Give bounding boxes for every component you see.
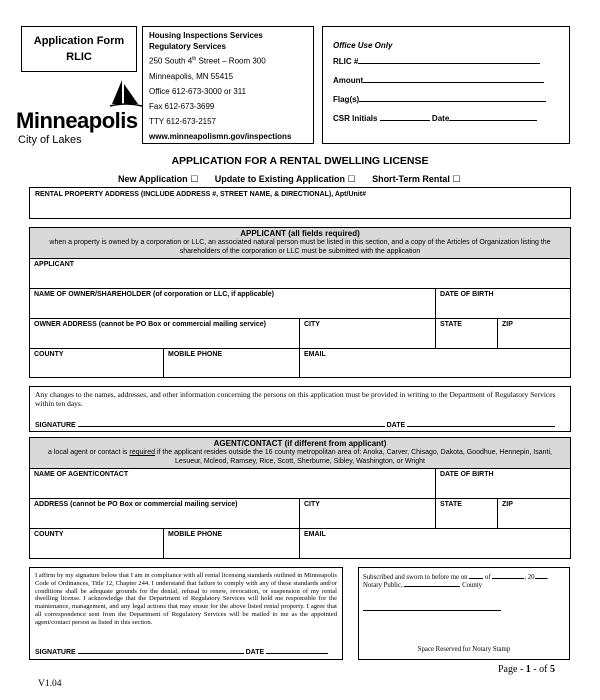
owner-address-label: OWNER ADDRESS (cannot be PO Box or commercial mailing service) (34, 321, 266, 328)
office-amount-label: Amount (333, 76, 364, 85)
owner-email-field[interactable] (300, 349, 570, 377)
agent-city-label: CITY (304, 501, 320, 508)
agent-zip-field[interactable] (498, 499, 570, 529)
office-amount-field[interactable] (363, 75, 544, 83)
owner-dob-label: DATE OF BIRTH (440, 291, 494, 298)
owner-zip-label: ZIP (502, 321, 513, 328)
agent-county-label: COUNTY (34, 531, 64, 538)
owner-email-label: EMAIL (304, 351, 326, 358)
owner-zip-field[interactable] (498, 319, 570, 349)
agent-address-field[interactable] (30, 499, 300, 529)
agent-county-field[interactable] (30, 529, 164, 558)
office-use-box (322, 26, 570, 144)
notary-month-field[interactable] (492, 573, 524, 579)
form-title: Application Form (33, 35, 125, 47)
agency-line2: Regulatory Services (149, 42, 226, 51)
affirm-date-label: DATE (245, 649, 265, 656)
agent-address-label: ADDRESS (cannot be PO Box or commercial mailing service) (34, 501, 238, 508)
notary-stamp-space-label: Space Reserved for Notary Stamp (417, 646, 511, 653)
affirm-signature-label: SIGNATURE (35, 649, 76, 656)
notary-county-field[interactable] (404, 581, 460, 587)
changes-signature-field[interactable] (78, 420, 385, 427)
checkbox-icon[interactable]: ☐ (190, 174, 199, 184)
applicant-note: when a property is owned by a corporation or LLC, an associated natural person must be listed in this section, and a copy of the Articles of Organization listing the shareholders of the corporation or LLC must be submitted with the application (49, 239, 551, 255)
notary-county-label: County (462, 582, 483, 589)
agency-fax: Fax 612-673-3699 (149, 101, 215, 111)
agent-state-field[interactable] (436, 499, 498, 529)
owner-city-field[interactable] (300, 319, 436, 349)
city-logo (16, 78, 140, 148)
owner-address-field[interactable] (30, 319, 300, 349)
agent-section (29, 437, 571, 559)
owner-name-label: NAME OF OWNER/SHAREHOLDER (of corporation or LLC, if applicable) (34, 291, 274, 298)
changes-notice-text: Any changes to the names, addresses, and other information concerning the persons on this application must be provided in writing to the Department of Regulatory Services within ten days. (35, 390, 556, 408)
application-type-options (118, 174, 461, 185)
agent-city-field[interactable] (300, 499, 436, 529)
changes-signature-label: SIGNATURE (35, 422, 76, 429)
notary-year-label: , 20 (524, 574, 535, 581)
office-date-field[interactable] (449, 113, 537, 121)
agency-address: 250 South 4th Street – Room 300 (149, 56, 266, 66)
short-term-rental-option[interactable]: Short-Term Rental ☐ (372, 174, 461, 184)
affirmation-text: I affirm by my signature below that I am in compliance with all rental licensing standards outlined in Minneapolis Code of Ordinances, Title 12, Chapter 244. I understand that failure to comply with any of these standards and/or conditions shall be adequate grounds for the denial, refusal to renew, revocation, or suspension of my rental dwelling license. I acknowledge that the Department of Regulatory Services will hold me responsible for the maintenance, management, and any legal actions that may ensue for the above listed rental property. I agree that all correspondence sent from the Department of Regulatory Services will be mailed to me as the appointed agent/contact person as listed in this section. (35, 572, 337, 626)
checkbox-icon[interactable]: ☐ (452, 174, 461, 184)
affirm-signature-field[interactable] (78, 647, 244, 654)
notary-signature-line[interactable] (363, 610, 501, 611)
office-csr-label: CSR Initials (333, 114, 378, 123)
office-flags-label: Flag(s) (333, 95, 360, 104)
applicant-title: APPLICANT (all fields required) (240, 229, 360, 238)
agent-dob-label: DATE OF BIRTH (440, 471, 494, 478)
form-version: V1.04 (38, 679, 62, 689)
office-rlic-label: RLIC # (333, 57, 359, 66)
affirmation-box (29, 567, 343, 660)
office-date-label: Date (431, 114, 450, 123)
rental-address-label: RENTAL PROPERTY ADDRESS (INCLUDE ADDRESS #, STREET NAME, & DIRECTIONAL), Apt/Unit# (35, 191, 366, 198)
agent-mobile-field[interactable] (164, 529, 300, 558)
agent-header (30, 438, 570, 469)
agency-city: Minneapolis, MN 55415 (149, 71, 234, 81)
applicant-field[interactable] (30, 259, 570, 289)
agent-zip-label: ZIP (502, 501, 513, 508)
office-flags-field[interactable] (359, 94, 546, 102)
new-application-option[interactable]: New Application ☐ (118, 174, 199, 184)
owner-mobile-field[interactable] (164, 349, 300, 377)
checkbox-icon[interactable]: ☐ (347, 174, 356, 184)
office-csr-field[interactable] (380, 113, 430, 121)
agent-email-field[interactable] (300, 529, 570, 558)
notary-day-field[interactable] (469, 573, 483, 579)
agent-name-label: NAME OF AGENT/CONTACT (34, 471, 129, 478)
logo-tagline: City of Lakes (18, 134, 82, 146)
applicant-label: APPLICANT (34, 261, 75, 268)
notary-box: Subscribed and sworn to before me on of , 20 . Notary Public, County Space Reserved for Notary Stamp (358, 567, 570, 660)
notary-of-label: of (484, 574, 491, 581)
rental-address-field[interactable] (29, 187, 571, 219)
agent-mobile-label: MOBILE PHONE (168, 531, 223, 538)
applicant-header (30, 228, 570, 259)
applicant-section (29, 227, 571, 378)
agency-tty: TTY 612-673-2157 (149, 116, 217, 126)
agency-box (142, 26, 314, 144)
owner-state-field[interactable] (436, 319, 498, 349)
main-title: APPLICATION FOR A RENTAL DWELLING LICENSE (171, 155, 429, 167)
agent-email-label: EMAIL (304, 531, 326, 538)
form-code: RLIC (66, 51, 92, 63)
notary-year-field[interactable] (535, 573, 547, 579)
notary-subscribed-label: Subscribed and sworn to before me on (363, 574, 468, 581)
update-application-option[interactable]: Update to Existing Application ☐ (214, 174, 356, 184)
owner-county-label: COUNTY (34, 351, 64, 358)
notary-public-label: Notary Public, (363, 582, 403, 589)
form-id-box (21, 26, 137, 72)
sailboat-icon (108, 78, 144, 110)
agency-office-phone: Office 612-673-3000 or 311 (149, 86, 247, 96)
owner-state-label: STATE (440, 321, 462, 328)
office-use-title: Office Use Only (333, 41, 393, 50)
changes-date-label: DATE (386, 422, 406, 429)
agent-state-label: STATE (440, 501, 462, 508)
page-indicator: Page - 1 - of 5 (498, 664, 555, 675)
agent-note: a local agent or contact is required if the applicant resides outside the 16 county metropolitan area of: Anoka, Carver, Chisago, Dakota, Goodhue, Hennepin, Isanti, Lesueur, Mcleod, Ramsey, Rice, Scott, Sherburne, Sibley, Washington, or Wright (48, 449, 552, 465)
owner-name-field[interactable] (30, 289, 436, 319)
agent-dob-field[interactable] (436, 469, 570, 499)
agent-title: AGENT/CONTACT (if different from applicant) (213, 439, 387, 448)
owner-city-label: CITY (304, 321, 320, 328)
agency-website[interactable]: www.minneapolismn.gov/inspections (149, 131, 292, 141)
changes-date-field[interactable] (407, 420, 555, 427)
owner-dob-field[interactable] (436, 289, 570, 319)
owner-county-field[interactable] (30, 349, 164, 377)
office-rlic-field[interactable] (358, 56, 540, 64)
logo-name: Minneapolis (16, 108, 138, 133)
affirm-date-field[interactable] (266, 647, 328, 654)
changes-notice-box (29, 386, 571, 432)
agent-name-field[interactable] (30, 469, 436, 499)
agency-line1: Housing Inspections Services (149, 31, 263, 40)
owner-mobile-label: MOBILE PHONE (168, 351, 223, 358)
